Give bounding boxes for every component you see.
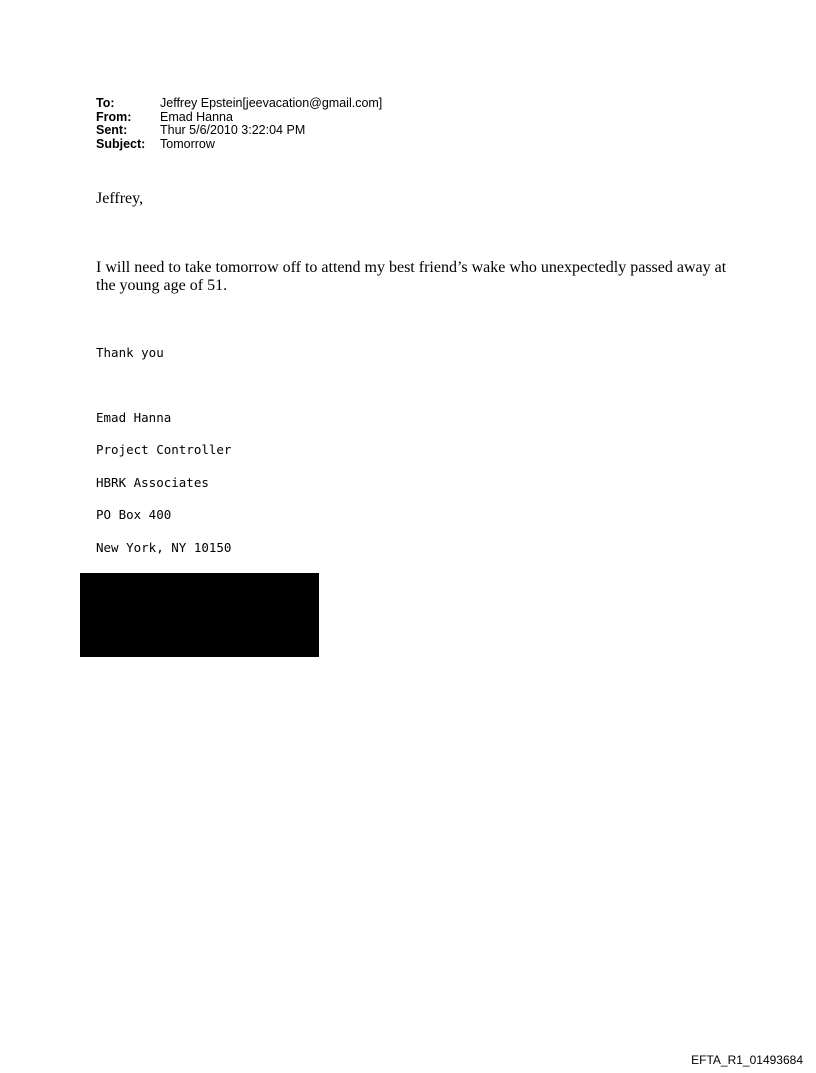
signature-title: Project Controller [96,442,232,457]
from-label: From: [96,109,132,124]
header-from-row [96,111,382,125]
header-subject-row [96,138,382,152]
to-label: To: [96,96,115,110]
header-sent-row [96,124,382,138]
email-closing: Thank you [96,345,164,360]
signature-company: HBRK Associates [96,475,209,490]
signature-city: New York, NY 10150 [96,540,232,555]
email-greeting: Jeffrey, [96,190,144,207]
redaction-block [80,573,319,657]
signature-po-box: PO Box 400 [96,507,172,522]
email-header [96,97,382,151]
email-body: I will need to take tomorrow off to attend my best friend’s wake who unexpectedly passed away at the young age of 51. [96,259,727,294]
subject-value: Tomorrow [160,136,215,151]
signature-name: Emad Hanna [96,410,172,425]
from-value: Emad Hanna [160,109,233,124]
document-id: EFTA_R1_01493684 [691,1053,803,1067]
header-to-row [96,97,382,111]
subject-label: Subject: [96,136,146,151]
sent-label: Sent: [96,123,128,137]
to-value: Jeffrey Epstein[jeevacation@gmail.com] [160,96,383,110]
sent-value: Thur 5/6/2010 3:22:04 PM [160,123,306,137]
